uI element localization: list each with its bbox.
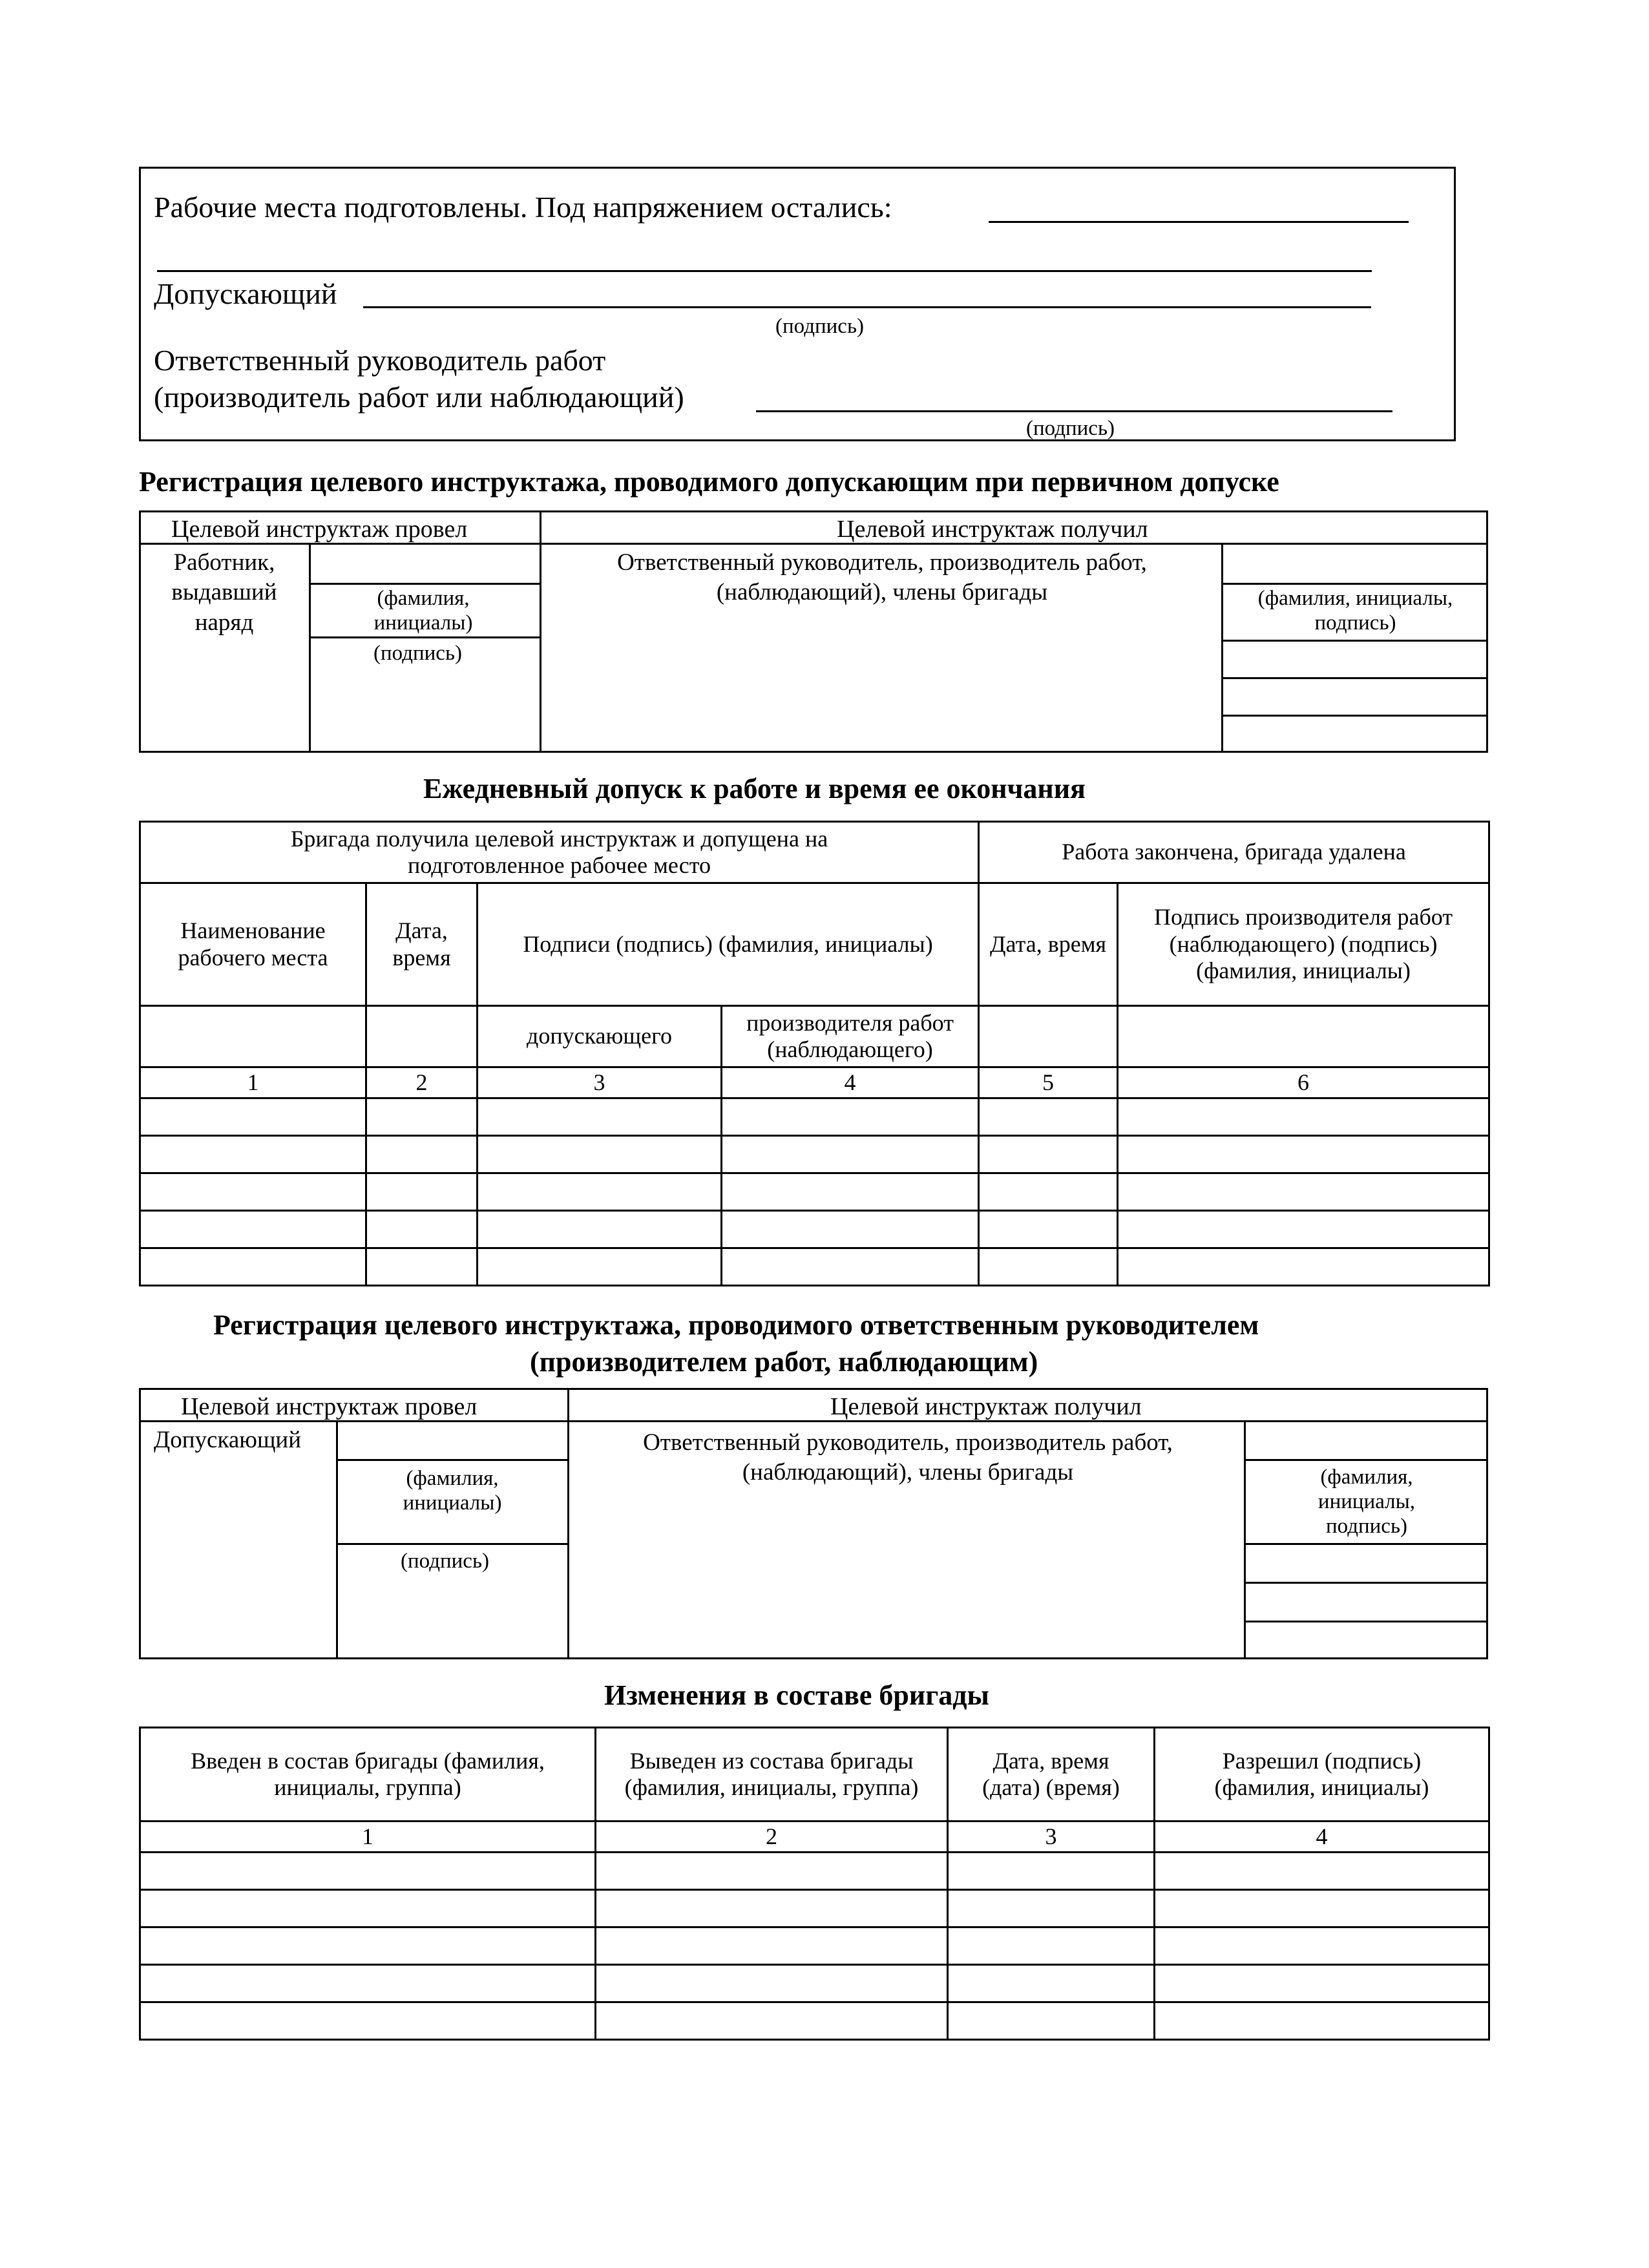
table-cell[interactable] (1118, 1211, 1489, 1248)
table-cell[interactable] (140, 1136, 366, 1173)
responsible-label-line1: Ответственный руководитель работ (154, 344, 606, 377)
table-cell[interactable] (948, 1890, 1155, 1927)
section-title-line2: (производителем работ, наблюдающим) (530, 1346, 1038, 1378)
column-header-supervisor-sign: Подпись производителя работ (наблюдающего) (подпись) (фамилия, инициалы) (1118, 883, 1489, 1006)
sign-caption: (подпись) (401, 1549, 489, 1573)
table-cell[interactable] (948, 2002, 1155, 2040)
column-header-signatures: Подписи (подпись) (фамилия, инициалы) (478, 883, 979, 1006)
signature-caption: (подпись) (1026, 417, 1115, 440)
column-number: 2 (366, 1067, 478, 1098)
column-number: 5 (979, 1067, 1118, 1098)
table-row (140, 1965, 1489, 2002)
column-header-conducted: Целевой инструктаж провел (171, 516, 468, 543)
table-cell[interactable] (140, 1173, 366, 1211)
table-cell[interactable] (948, 1853, 1155, 1890)
table-cell (1118, 1006, 1489, 1067)
table-cell (140, 1006, 366, 1067)
table-cell[interactable] (478, 1098, 722, 1136)
table-divider (336, 1420, 338, 1659)
table-divider (1221, 677, 1488, 679)
table-cell[interactable] (596, 1965, 948, 2002)
team-changes-table (139, 1727, 1490, 2041)
table-cell[interactable] (948, 1927, 1155, 1965)
table-cell[interactable] (1155, 1965, 1489, 2002)
energized-remaining-field[interactable] (989, 221, 1409, 223)
recipients-caption: (фамилия, инициалы, подпись) (1318, 1465, 1416, 1538)
column-header-added: Введен в состав бригады (фамилия, инициалы, группа) (140, 1728, 596, 1822)
table-cell[interactable] (140, 1890, 596, 1927)
table-cell[interactable] (366, 1248, 478, 1286)
table-cell[interactable] (1118, 1248, 1489, 1286)
column-header-received: Целевой инструктаж получил (837, 516, 1148, 543)
column-number: 6 (1118, 1067, 1489, 1098)
column-header-datetime: Дата, время (366, 883, 478, 1006)
table-divider (1221, 583, 1488, 585)
subheader-supervisor: производителя работ (наблюдающего) (722, 1006, 979, 1067)
column-number: 4 (722, 1067, 979, 1098)
table-cell[interactable] (478, 1211, 722, 1248)
table-divider (1221, 543, 1223, 753)
table-divider (336, 1459, 567, 1461)
table-cell[interactable] (1155, 1853, 1489, 1890)
name-caption: (фамилия, инициалы) (373, 587, 473, 635)
table-cell[interactable] (478, 1248, 722, 1286)
table-cell[interactable] (140, 1927, 596, 1965)
table-cell[interactable] (366, 1136, 478, 1173)
column-header-workplace: Наименование рабочего места (140, 883, 366, 1006)
signature-caption: (подпись) (775, 315, 864, 338)
table-cell[interactable] (478, 1136, 722, 1173)
worker-issuer-label: Работник, выдавший наряд (171, 549, 277, 636)
table-cell[interactable] (366, 1211, 478, 1248)
table-row (140, 1136, 1489, 1173)
table-cell[interactable] (722, 1098, 979, 1136)
admitting-label: Допускающий (154, 1427, 302, 1453)
table-divider (1221, 715, 1488, 717)
table-cell[interactable] (948, 1965, 1155, 2002)
table-cell[interactable] (722, 1211, 979, 1248)
table-cell[interactable] (596, 1927, 948, 1965)
table-divider (1244, 1543, 1488, 1545)
column-number: 4 (1155, 1822, 1489, 1853)
table-cell[interactable] (1155, 1927, 1489, 1965)
table-cell[interactable] (140, 2002, 596, 2040)
table-cell[interactable] (979, 1211, 1118, 1248)
table-row (140, 1853, 1489, 1890)
table-row (140, 1248, 1489, 1286)
table-cell (979, 1006, 1118, 1067)
column-header-end-datetime: Дата, время (979, 883, 1118, 1006)
group-header-admitted: Бригада получила целевой инструктаж и допущена на подготовленное рабочее место (140, 822, 979, 883)
table-cell[interactable] (140, 1248, 366, 1286)
column-header-received: Целевой инструктаж получил (830, 1393, 1142, 1420)
responsible-label-line2: (производитель работ или наблюдающий) (154, 381, 684, 414)
recipients-label: Ответственный руководитель, производитель работ, (наблюдающий), члены бригады (617, 549, 1147, 606)
section-title: Регистрация целевого инструктажа, проводимого ответственным руководителем (213, 1309, 1259, 1341)
table-divider (309, 583, 540, 585)
table-cell[interactable] (478, 1173, 722, 1211)
table-cell[interactable] (596, 1890, 948, 1927)
table-cell[interactable] (140, 1965, 596, 2002)
table-row (140, 2002, 1489, 2040)
admitting-signature-field[interactable] (363, 306, 1371, 308)
column-number: 3 (478, 1067, 722, 1098)
table-cell[interactable] (596, 1853, 948, 1890)
table-cell[interactable] (979, 1136, 1118, 1173)
column-number: 1 (140, 1822, 596, 1853)
section-title: Регистрация целевого инструктажа, проводимого допускающим при первичном допуске (139, 466, 1279, 498)
column-header-datetime: Дата, время (дата) (время) (948, 1728, 1155, 1822)
table-cell[interactable] (979, 1098, 1118, 1136)
table-divider (540, 510, 541, 753)
table-cell[interactable] (596, 2002, 948, 2040)
table-row (140, 1211, 1489, 1248)
recipients-caption: (фамилия, инициалы, подпись) (1257, 587, 1453, 635)
name-caption: (фамилия, инициалы) (403, 1467, 502, 1515)
table-divider (336, 1543, 567, 1545)
responsible-signature-field[interactable] (756, 410, 1392, 412)
table-cell[interactable] (1118, 1136, 1489, 1173)
table-divider (1221, 640, 1488, 642)
section-title: Ежедневный допуск к работе и время ее окончания (423, 773, 1086, 804)
column-number: 2 (596, 1822, 948, 1853)
workplace-ready-label: Рабочие места подготовлены. Под напряжением остались: (154, 191, 892, 224)
table-row (140, 1890, 1489, 1927)
subheader-admitting: допускающего (478, 1006, 722, 1067)
table-cell[interactable] (979, 1173, 1118, 1211)
table-row (140, 1098, 1489, 1136)
table-divider (1244, 1582, 1488, 1584)
table-cell[interactable] (1155, 2002, 1489, 2040)
table-cell[interactable] (1155, 1890, 1489, 1927)
table-cell[interactable] (1118, 1173, 1489, 1211)
table-cell[interactable] (722, 1248, 979, 1286)
column-header-conducted: Целевой инструктаж провел (181, 1393, 478, 1420)
sign-caption: (подпись) (373, 642, 462, 665)
column-header-allowed: Разрешил (подпись) (фамилия, инициалы) (1155, 1728, 1489, 1822)
table-divider (309, 543, 311, 753)
table-divider (139, 1420, 1488, 1422)
table-cell[interactable] (366, 1098, 478, 1136)
group-header-finished: Работа закончена, бригада удалена (979, 822, 1489, 883)
table-divider (309, 636, 540, 638)
table-cell[interactable] (979, 1248, 1118, 1286)
table-divider (139, 543, 1488, 545)
table-divider (1244, 1420, 1246, 1659)
section-title: Изменения в составе бригады (604, 1679, 989, 1711)
column-number: 3 (948, 1822, 1155, 1853)
table-divider (1244, 1621, 1488, 1622)
column-header-removed: Выведен из состава бригады (фамилия, инициалы, группа) (596, 1728, 948, 1822)
energized-remaining-field-2[interactable] (157, 270, 1372, 272)
column-number: 1 (140, 1067, 366, 1098)
table-row (140, 1173, 1489, 1211)
table-divider (567, 1388, 569, 1659)
table-row (140, 1927, 1489, 1965)
table-cell[interactable] (140, 1211, 366, 1248)
table-cell[interactable] (722, 1136, 979, 1173)
table-cell[interactable] (140, 1098, 366, 1136)
daily-admission-table (139, 821, 1490, 1286)
admitting-label: Допускающий (154, 277, 337, 310)
table-cell (366, 1006, 478, 1067)
table-cell[interactable] (722, 1173, 979, 1211)
table-cell[interactable] (140, 1853, 596, 1890)
table-divider (1244, 1459, 1488, 1461)
table-cell[interactable] (366, 1173, 478, 1211)
recipients-label: Ответственный руководитель, производитель работ, (наблюдающий), члены бригады (643, 1429, 1173, 1486)
table-cell[interactable] (1118, 1098, 1489, 1136)
